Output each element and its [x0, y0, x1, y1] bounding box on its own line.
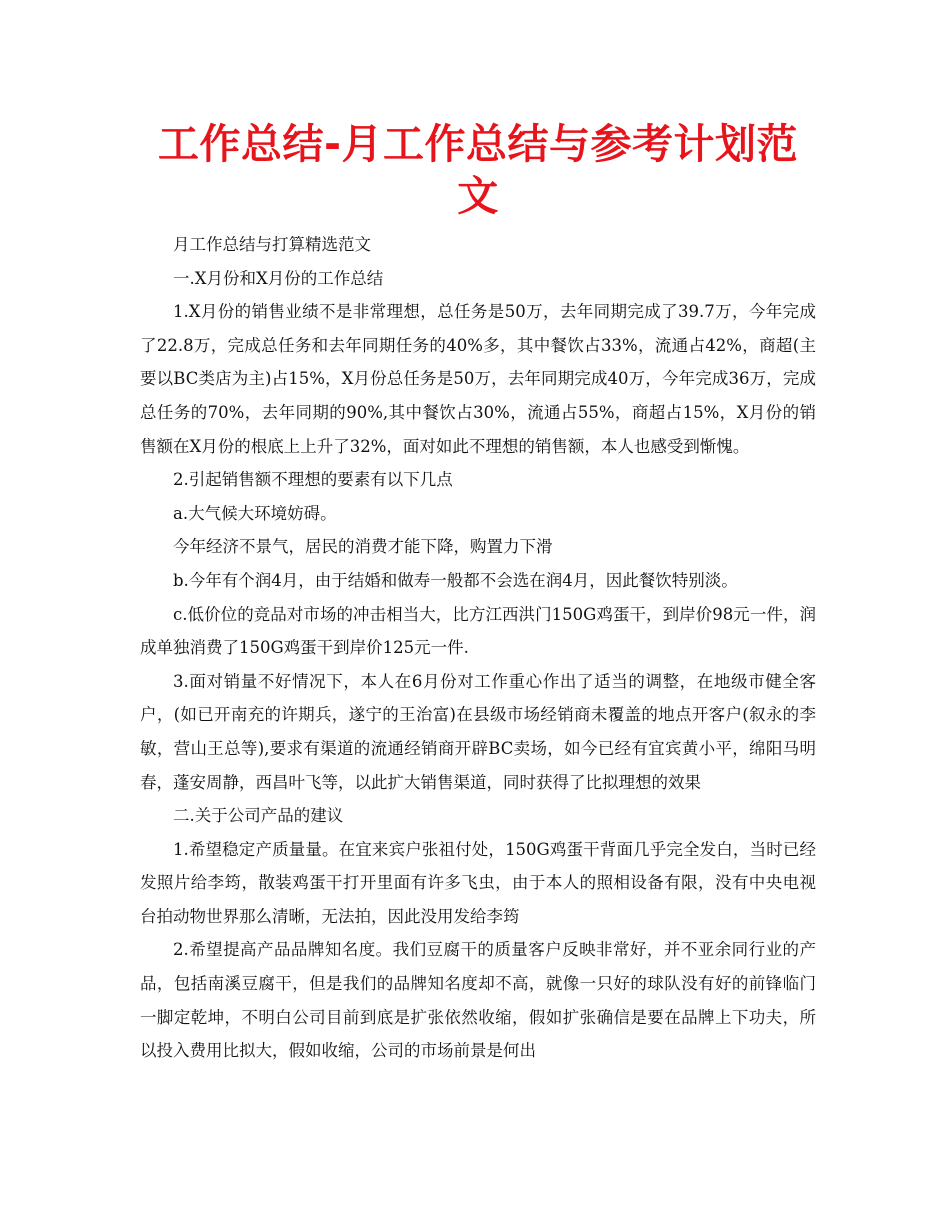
paragraph-factor-b: b.今年有个润4月，由于结婚和做寿一般都不会选在润4月，因此餐饮特别淡。 — [173, 570, 738, 590]
paragraph-factor-c: c.低价位的竞品对市场的冲击相当大，比方江西洪门150G鸡蛋干，到岸价98元一件，润成单独消费了150G鸡蛋干到岸价125元一件. — [140, 604, 816, 658]
paragraph-suggestion-1: 1.希望稳定产质量量。在宜来宾户张祖付处，150G鸡蛋干背面几乎完全发白，当时已经发照片给李筠，散装鸡蛋干打开里面有许多飞虫，由于本人的照相设备有限，没有中央电视台拍动物世界那么清晰，无法拍，因此没用发给李筠 — [140, 839, 816, 926]
section-heading-2: 二.关于公司产品的建议 — [173, 806, 344, 826]
paragraph-sales-performance: 1.X月份的销售业绩不是非常理想，总任务是50万，去年同期完成了39.7万，今年完成了22.8万，完成总任务和去年同期任务的40%多，其中餐饮占33%，流通占42%，商超(主要以BC类店为主)占15%，X月份总任务是50万，去年同期完成40万，今年完成36万，完成总任务的70%，去年同期的90%,其中餐饮占30%，流通占55%，商超占15%，X月份的销售额在X月份的根底上上升了32%，面对如此不理想的销售额，本人也感受到惭愧。 — [140, 302, 816, 456]
section-heading-1: 一.X月份和X月份的工作总结 — [173, 268, 384, 288]
paragraph-factor-a-detail: 今年经济不景气，居民的消费才能下降，购置力下滑 — [173, 537, 553, 557]
paragraph-factors-heading: 2.引起销售额不理想的要素有以下几点 — [173, 470, 453, 490]
paragraph-factor-a: a.大气候大环境妨碍。 — [173, 503, 337, 523]
paragraph-subtitle: 月工作总结与打算精选范文 — [173, 235, 371, 254]
paragraph-suggestion-2: 2.希望提高产品品牌知名度。我们豆腐干的质量客户反映非常好，并不亚余同行业的产品，包括南溪豆腐干，但是我们的品牌知名度却不高，就像一只好的球队没有好的前锋临门一脚定乾坤，不明白公司目前到底是扩张依然收缩，假如扩张确信是要在品牌上下功夫，所以投入费用比拟大，假如收缩，公司的市场前景是何出 — [140, 940, 816, 1061]
paragraph-adjustment: 3.面对销量不好情况下，本人在6月份对工作重心作出了适当的调整，在地级市健全客户，(如已开南充的许期兵，遂宁的王治富)在县级市场经销商未覆盖的地点开客户(叙永的李敏，营山王总等),要求有渠道的流通经销商开辟BC卖场，如今已经有宜宾黄小平，绵阳马明春，蓬安周静，西昌叶飞等，以此扩大销售渠道，同时获得了比拟理想的效果 — [140, 671, 816, 792]
document-title: 工作总结-月工作总结与参考计划范文 — [157, 120, 798, 220]
